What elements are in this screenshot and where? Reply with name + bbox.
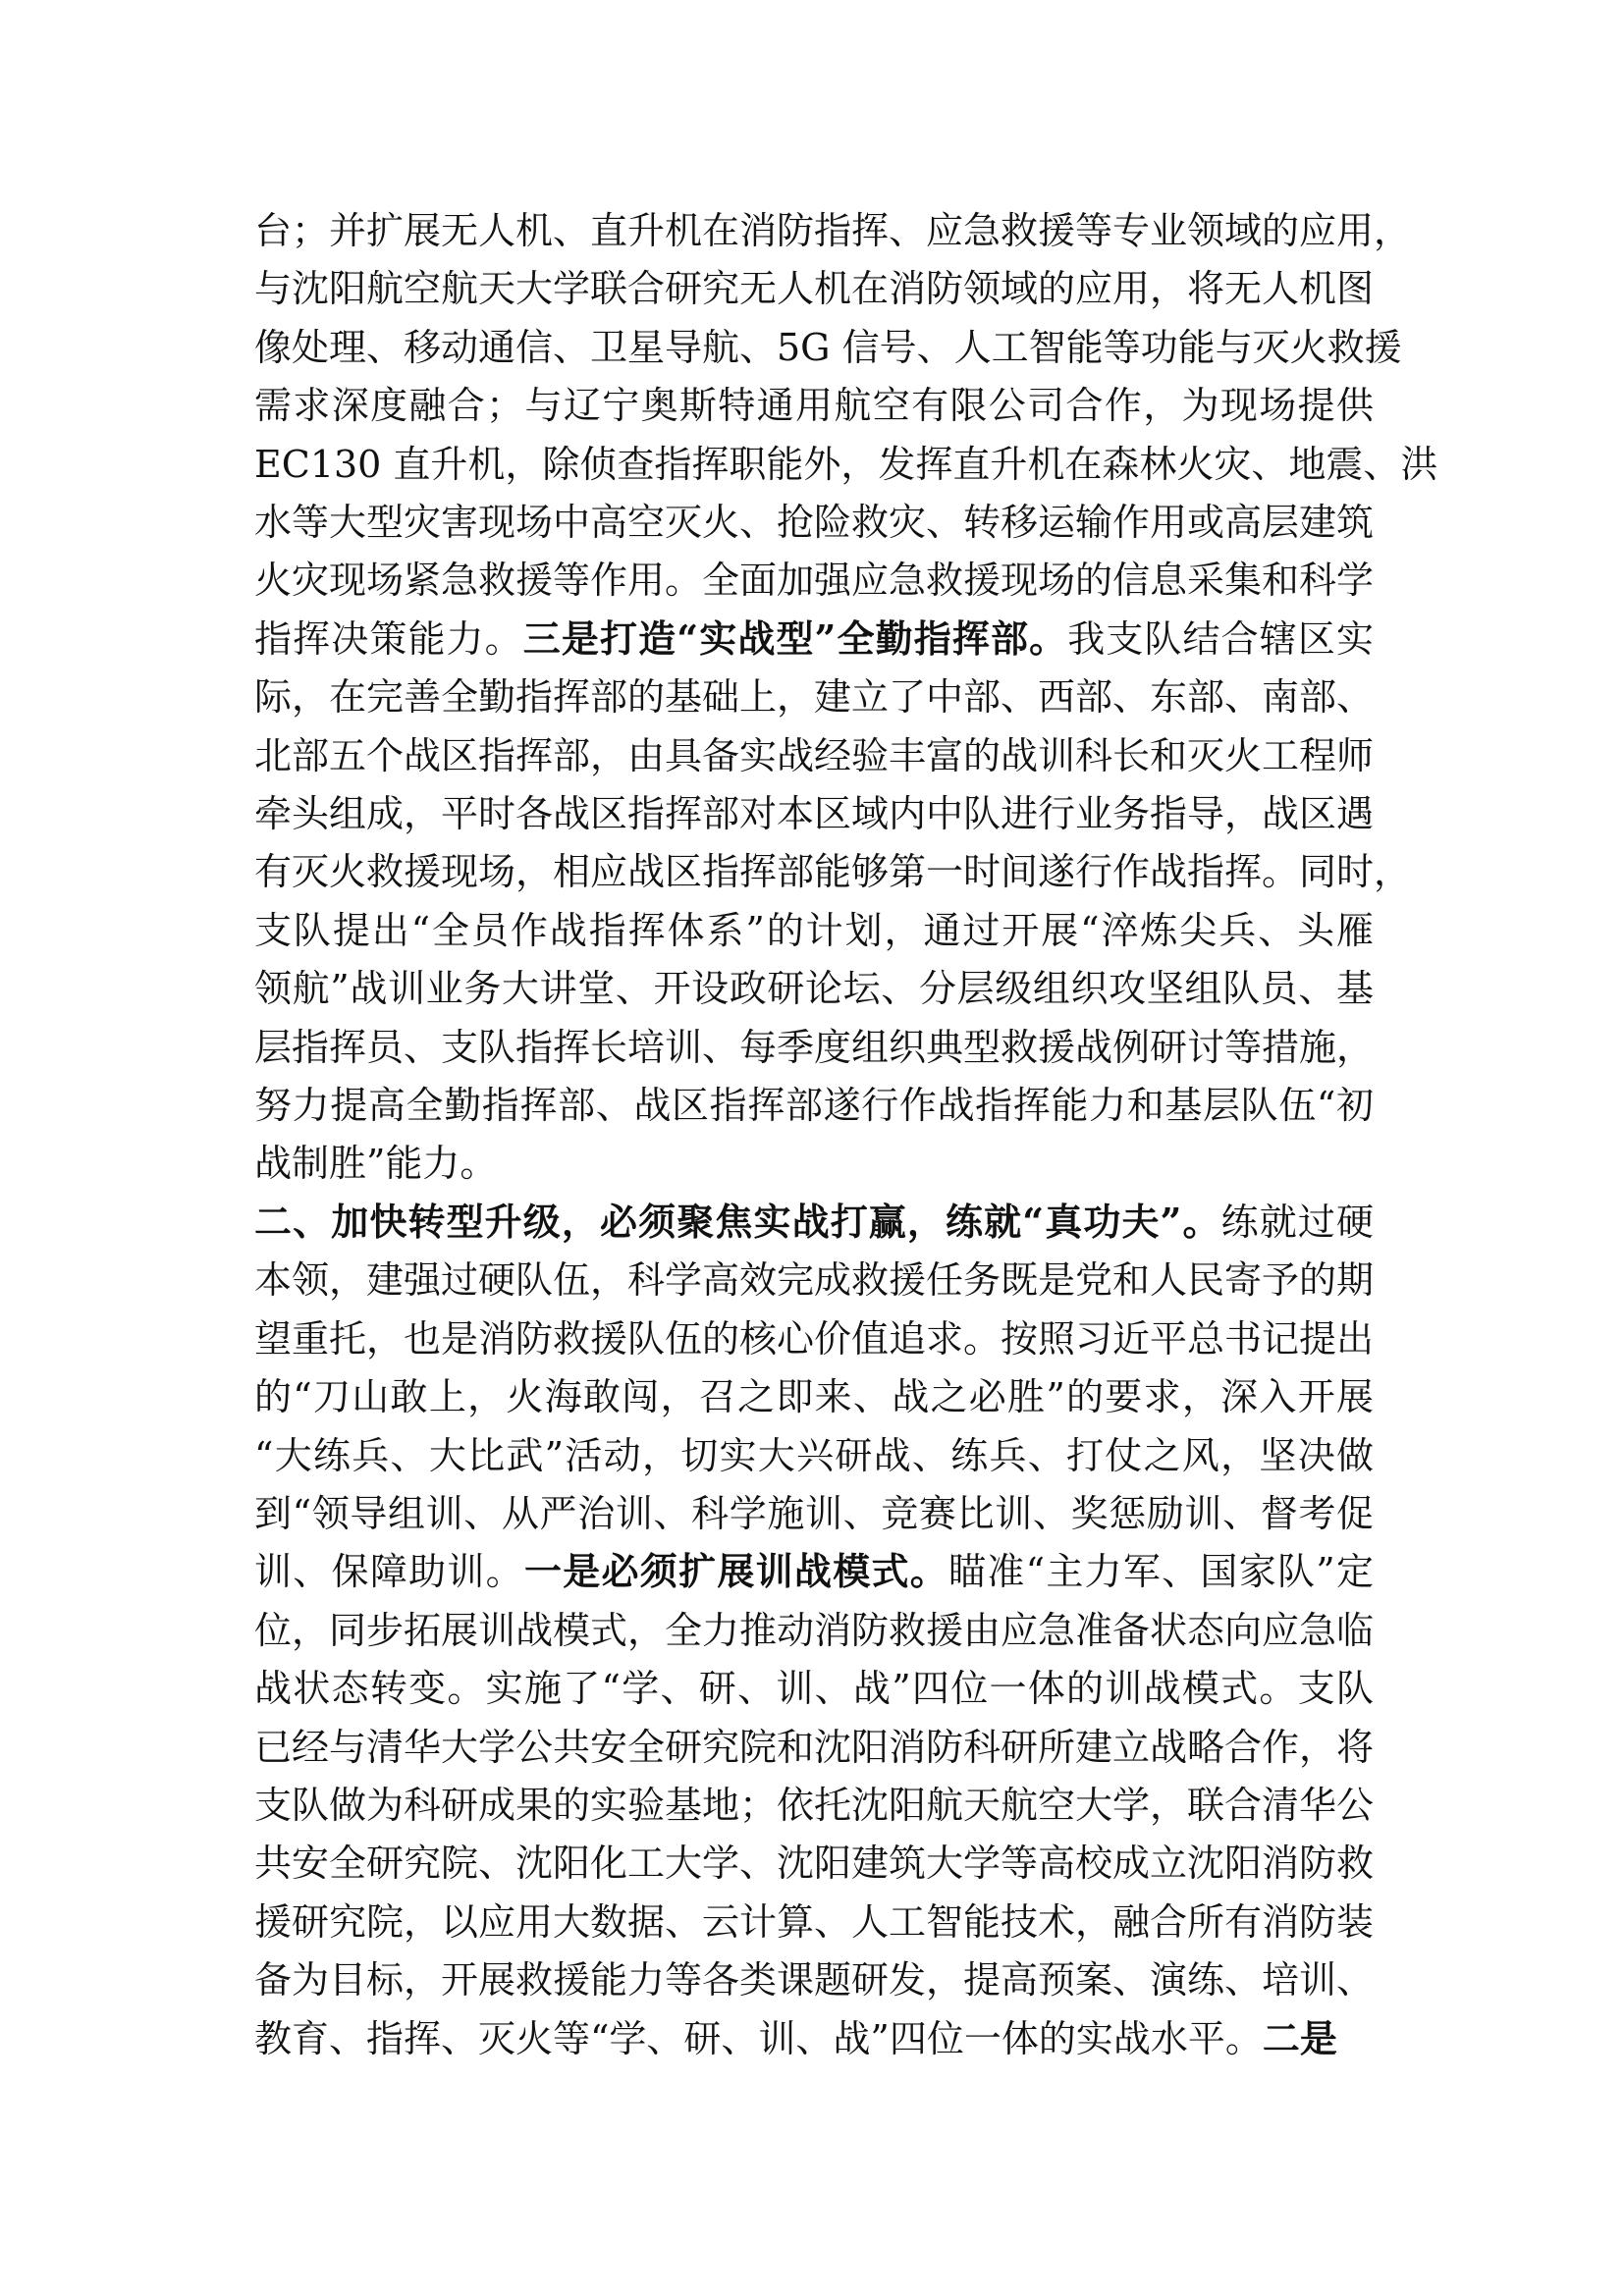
text-line — [254, 262, 1374, 315]
text-line — [254, 787, 1374, 840]
text-run: 火灾现场紧急救援等作用。全面加强应急救援现场的信息采集和科学 — [254, 559, 1375, 603]
text-line — [254, 1545, 1374, 1598]
text-run: 备为目标，开展救援能力等各类课题研发，提高预案、演练、培训、 — [254, 1958, 1375, 2002]
text-line — [254, 1079, 1374, 1132]
text-run: 共安全研究院、沈阳化工大学、沈阳建筑大学等高校成立沈阳消防救 — [254, 1842, 1375, 1886]
text-line — [254, 1779, 1374, 1832]
text-line — [254, 1021, 1374, 1074]
text-line — [254, 962, 1374, 1015]
text-line — [254, 1254, 1374, 1307]
text-run: 际，在完善全勤指挥部的基础上，建立了中部、西部、东部、南部、 — [254, 675, 1375, 720]
text-line — [254, 496, 1374, 549]
text-run: 瞄准“主力军、国家队”定 — [948, 1550, 1374, 1594]
text-run: 牵头组成，平时各战区指挥部对本区域内中队进行业务指导，战区遇 — [254, 792, 1375, 835]
text-run: 水等大型灾害现场中高空灭火、抢险救灾、转移运输作用或高层建筑 — [254, 501, 1375, 544]
text-run: 已经与清华大学公共安全研究院和沈阳消防科研所建立战略合作，将 — [254, 1725, 1375, 1769]
text-line — [254, 1604, 1374, 1657]
bold-text-run: 二、加快转型升级，必须聚焦实战打赢，练就“真功夫”。 — [254, 1200, 1221, 1244]
text-line — [254, 1137, 1374, 1190]
text-run: EC130 直升机，除侦查指挥职能外，发挥直升机在森林火灾、地震、洪 — [254, 442, 1438, 486]
text-run: 战制胜”能力。 — [254, 1142, 498, 1186]
text-run: 支队做为科研成果的实验基地；依托沈阳航天航空大学，联合清华公 — [254, 1784, 1375, 1827]
text-line — [254, 1662, 1374, 1715]
text-line — [254, 1487, 1374, 1540]
text-run: 层指挥员、支队指挥长培训、每季度组织典型救援战例研讨等措施， — [254, 1025, 1375, 1069]
text-line — [254, 670, 1374, 723]
text-run: 与沈阳航空航天大学联合研究无人机在消防领域的应用，将无人机图 — [254, 267, 1375, 311]
text-line — [254, 321, 1402, 374]
bold-text-run: 二是 — [1262, 2015, 1337, 2060]
text-line — [254, 1196, 1374, 1249]
bold-text-run: 一是必须扩展训战模式。 — [523, 1549, 949, 1594]
text-line — [254, 1953, 1374, 2006]
text-run: 像处理、移动通信、卫星导航、5G 信号、人工智能等功能与灭火救援 — [254, 325, 1402, 369]
text-line — [254, 1370, 1374, 1423]
text-line — [254, 1837, 1374, 1890]
text-line — [254, 379, 1374, 432]
text-run: 到“领导组训、从严治训、科学施训、竞赛比训、奖惩励训、督考促 — [254, 1492, 1374, 1535]
text-run: 教育、指挥、灭火等“学、研、训、战”四位一体的实战水平。 — [254, 2016, 1263, 2060]
text-run: 本领，建强过硬队伍，科学高效完成救援任务既是党和人民寄予的期 — [254, 1258, 1375, 1303]
text-run: 援研究院，以应用大数据、云计算、人工智能技术，融合所有消防装 — [254, 1899, 1375, 1944]
text-line — [254, 2012, 1374, 2065]
text-run: 需求深度融合；与辽宁奥斯特通用航空有限公司合作，为现场提供 — [254, 384, 1374, 428]
text-run: 北部五个战区指挥部，由具备实战经验丰富的战训科长和灭火工程师 — [254, 733, 1375, 777]
text-run: 望重托，也是消防救援队伍的核心价值追求。按照习近平总书记提出 — [254, 1316, 1375, 1361]
bold-text-run: 三是打造“实战型”全勤指挥部。 — [522, 615, 1068, 661]
text-run: 努力提高全勤指挥部、战区指挥部遂行作战指挥能力和基层队伍“初 — [254, 1084, 1374, 1127]
text-run: 台；并扩展无人机、直升机在消防指挥、应急救援等专业领域的应用， — [254, 209, 1412, 252]
text-run: “大练兵、大比武”活动，切实大兴研战、练兵、打仗之风，坚决做 — [254, 1433, 1374, 1477]
text-line — [254, 613, 1374, 666]
text-line — [254, 1429, 1374, 1482]
text-run: 训、保障助训。 — [254, 1550, 524, 1594]
text-run: 位，同步拓展训战模式，全力推动消防救援由应急准备状态向应急临 — [254, 1608, 1375, 1652]
text-line — [254, 845, 1412, 898]
text-line — [254, 729, 1374, 782]
text-line — [254, 1312, 1374, 1365]
text-run: 战状态转变。实施了“学、研、训、战”四位一体的训战模式。支队 — [254, 1667, 1374, 1711]
text-run: 我支队结合辖区实 — [1067, 616, 1374, 661]
text-run: 练就过硬 — [1220, 1201, 1374, 1244]
text-run: 领航”战训业务大讲堂、开设政研论坛、分层级组织攻坚组队员、基 — [254, 967, 1374, 1011]
text-line — [254, 904, 1374, 957]
text-run: 的“刀山敢上，火海敢闯，召之即来、战之必胜”的要求，深入开展 — [254, 1375, 1374, 1419]
text-line — [254, 438, 1438, 491]
text-line — [254, 1721, 1374, 1774]
text-run: 有灭火救援现场，相应战区指挥部能够第一时间遂行作战指挥。同时， — [254, 850, 1412, 894]
text-line — [254, 204, 1412, 257]
text-run: 指挥决策能力。 — [254, 616, 523, 661]
text-line — [254, 554, 1374, 607]
text-line — [254, 1896, 1374, 1949]
text-run: 支队提出“全员作战指挥体系”的计划，通过开展“淬炼尖兵、头雁 — [254, 908, 1374, 952]
